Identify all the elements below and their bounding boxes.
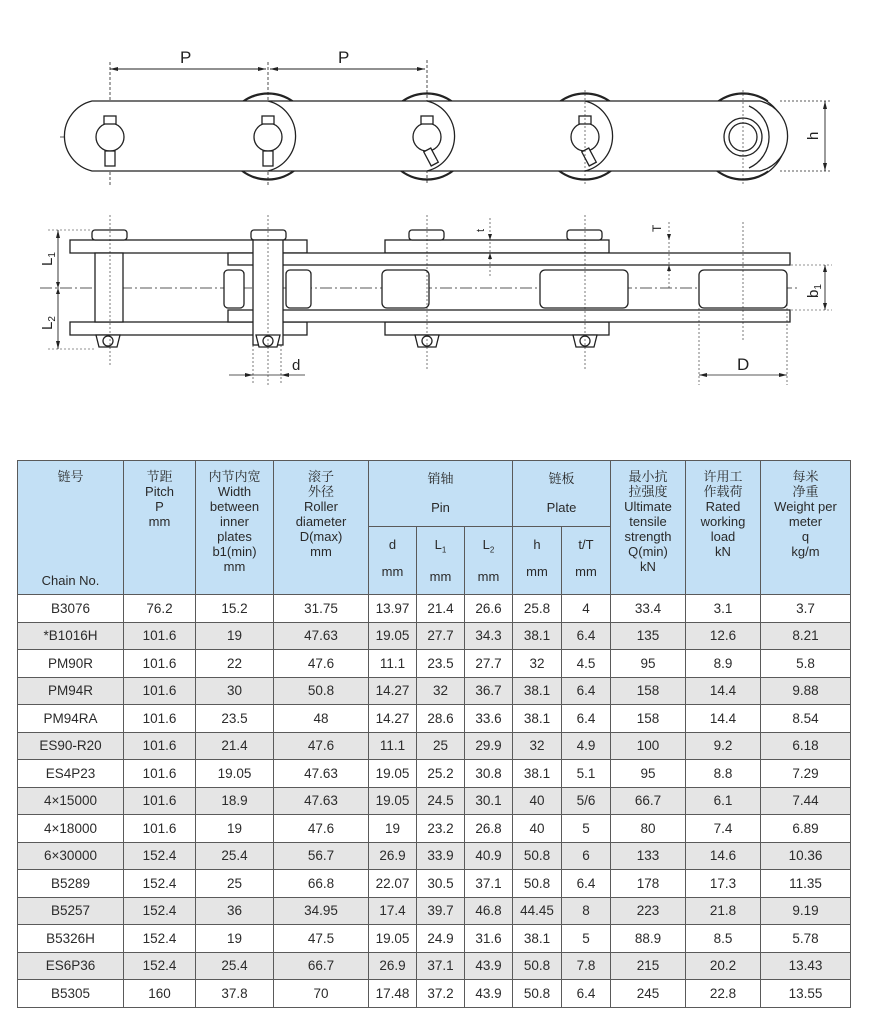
table-cell: 21.8: [686, 897, 761, 925]
table-row: [18, 815, 851, 843]
table-cell: 23.2: [417, 815, 465, 843]
chain-section-view: [39, 215, 832, 385]
table-cell: 32: [513, 732, 562, 760]
table-row: [18, 842, 851, 870]
table-cell: 50.8: [513, 952, 562, 980]
table-cell: 6: [562, 842, 611, 870]
table-row: [18, 732, 851, 760]
table-cell: 30.5: [417, 870, 465, 898]
table-body: [18, 595, 851, 1008]
table-cell: B5289: [18, 870, 124, 898]
table-cell: 6.4: [562, 705, 611, 733]
table-cell: 32: [513, 650, 562, 678]
table-cell: 27.7: [465, 650, 513, 678]
table-cell: 17.4: [369, 897, 417, 925]
table-cell: 19.05: [369, 787, 417, 815]
table-cell: 19: [369, 815, 417, 843]
table-cell: 7.8: [562, 952, 611, 980]
table-cell: 33.4: [611, 595, 686, 623]
table-cell: 66.7: [611, 787, 686, 815]
table-cell: 101.6: [124, 732, 196, 760]
table-cell: 8.54: [761, 705, 851, 733]
L2-label: $L_2$: [39, 316, 58, 330]
table-row: [18, 705, 851, 733]
table-cell: 47.63: [274, 622, 369, 650]
table-cell: 22.07: [369, 870, 417, 898]
table-cell: 47.5: [274, 925, 369, 953]
table-cell: 38.1: [513, 677, 562, 705]
table-cell: 40.9: [465, 842, 513, 870]
table-cell: 19: [196, 815, 274, 843]
table-cell: 31.6: [465, 925, 513, 953]
table-cell: 21.4: [417, 595, 465, 623]
table-cell: 101.6: [124, 760, 196, 788]
table-cell: 101.6: [124, 705, 196, 733]
table-cell: 26.6: [465, 595, 513, 623]
table-cell: 19.05: [196, 760, 274, 788]
table-cell: 50.8: [513, 842, 562, 870]
header-weight-per-meter: 每米 净重 Weight per meter q kg/m: [761, 461, 851, 595]
table-cell: 133: [611, 842, 686, 870]
table-cell: 9.88: [761, 677, 851, 705]
table-cell: ES6P36: [18, 952, 124, 980]
header-inner-width: 内节内宽 Width between inner plates b1(min) mm: [196, 461, 274, 595]
L1-label: $L_1$: [39, 252, 58, 266]
table-cell: 37.2: [417, 980, 465, 1008]
table-cell: 76.2: [124, 595, 196, 623]
table-cell: 8.8: [686, 760, 761, 788]
table-cell: 25: [417, 732, 465, 760]
table-cell: 30: [196, 677, 274, 705]
table-cell: B5305: [18, 980, 124, 1008]
table-cell: ES90-R20: [18, 732, 124, 760]
header-rated-load: 许用工 作载荷 Rated working load kN: [686, 461, 761, 595]
table-cell: 8: [562, 897, 611, 925]
table-cell: 37.8: [196, 980, 274, 1008]
table-cell: 70: [274, 980, 369, 1008]
table-cell: 43.9: [465, 980, 513, 1008]
table-cell: 8.21: [761, 622, 851, 650]
table-cell: 19.05: [369, 760, 417, 788]
table-cell: 11.35: [761, 870, 851, 898]
table-cell: 26.9: [369, 952, 417, 980]
table-cell: 25.2: [417, 760, 465, 788]
table-cell: 26.8: [465, 815, 513, 843]
table-cell: 22.8: [686, 980, 761, 1008]
table-cell: 13.97: [369, 595, 417, 623]
table-row: [18, 925, 851, 953]
table-cell: 6.18: [761, 732, 851, 760]
table-cell: 66.8: [274, 870, 369, 898]
table-row: [18, 787, 851, 815]
table-cell: 19: [196, 925, 274, 953]
table-cell: 5.1: [562, 760, 611, 788]
table-cell: 88.9: [611, 925, 686, 953]
table-cell: 21.4: [196, 732, 274, 760]
table-cell: 152.4: [124, 897, 196, 925]
table-cell: 6.4: [562, 677, 611, 705]
table-cell: 33.9: [417, 842, 465, 870]
table-cell: 101.6: [124, 622, 196, 650]
table-cell: 19.05: [369, 622, 417, 650]
table-cell: 5: [562, 815, 611, 843]
table-cell: 47.63: [274, 760, 369, 788]
header-pin-d: d mm: [369, 526, 417, 594]
table-cell: 27.7: [417, 622, 465, 650]
chain-top-view: [60, 48, 832, 185]
table-cell: 158: [611, 705, 686, 733]
table-cell: 245: [611, 980, 686, 1008]
table-cell: 100: [611, 732, 686, 760]
table-cell: 47.6: [274, 650, 369, 678]
table-cell: 14.4: [686, 705, 761, 733]
table-cell: 24.5: [417, 787, 465, 815]
table-cell: 39.7: [417, 897, 465, 925]
table-cell: 56.7: [274, 842, 369, 870]
table-cell: 47.63: [274, 787, 369, 815]
table-row: [18, 952, 851, 980]
table-cell: 66.7: [274, 952, 369, 980]
chain-specification-table: [17, 460, 851, 1008]
table-cell: 47.6: [274, 732, 369, 760]
table-cell: 17.48: [369, 980, 417, 1008]
table-cell: 25.4: [196, 952, 274, 980]
table-cell: 9.19: [761, 897, 851, 925]
table-cell: 152.4: [124, 870, 196, 898]
table-cell: 12.6: [686, 622, 761, 650]
table-cell: 22: [196, 650, 274, 678]
table-cell: 23.5: [417, 650, 465, 678]
table-cell: B5257: [18, 897, 124, 925]
table-cell: 152.4: [124, 925, 196, 953]
table-cell: 23.5: [196, 705, 274, 733]
table-cell: 8.9: [686, 650, 761, 678]
table-cell: 223: [611, 897, 686, 925]
table-cell: 8.5: [686, 925, 761, 953]
table-cell: 5.78: [761, 925, 851, 953]
pitch-label-1: P: [180, 48, 192, 67]
table-cell: 14.27: [369, 705, 417, 733]
table-cell: 34.3: [465, 622, 513, 650]
table-cell: 6.4: [562, 870, 611, 898]
header-plate-group: 链板 Plate: [513, 461, 611, 527]
table-cell: 215: [611, 952, 686, 980]
table-cell: PM94R: [18, 677, 124, 705]
table-cell: 3.7: [761, 595, 851, 623]
table-cell: 7.4: [686, 815, 761, 843]
table-cell: 101.6: [124, 677, 196, 705]
table-cell: 6×30000: [18, 842, 124, 870]
table-cell: 38.1: [513, 622, 562, 650]
table-cell: 95: [611, 760, 686, 788]
table-cell: 135: [611, 622, 686, 650]
roller-diameter-label: D: [737, 355, 750, 374]
table-cell: 4: [562, 595, 611, 623]
table-cell: PM90R: [18, 650, 124, 678]
table-cell: 33.6: [465, 705, 513, 733]
table-cell: 50.8: [513, 980, 562, 1008]
table-cell: 19.05: [369, 925, 417, 953]
table-cell: 38.1: [513, 760, 562, 788]
table-cell: 80: [611, 815, 686, 843]
table-cell: 101.6: [124, 815, 196, 843]
height-label: h: [805, 131, 822, 140]
table-cell: 4.5: [562, 650, 611, 678]
table-cell: 6.1: [686, 787, 761, 815]
table-cell: 48: [274, 705, 369, 733]
table-cell: 95: [611, 650, 686, 678]
table-cell: 11.1: [369, 732, 417, 760]
header-roller-diameter: 滚子 外径 Roller diameter D(max) mm: [274, 461, 369, 595]
header-pin-L1: $L_1$ mm: [417, 526, 465, 594]
chain-technical-drawing: [0, 0, 888, 420]
table-cell: 32: [417, 677, 465, 705]
table-cell: 40: [513, 787, 562, 815]
table-cell: ES4P23: [18, 760, 124, 788]
table-cell: 38.1: [513, 705, 562, 733]
table-cell: PM94RA: [18, 705, 124, 733]
table-cell: 25: [196, 870, 274, 898]
table-cell: 10.36: [761, 842, 851, 870]
inner-width-label: $b_1$: [805, 284, 824, 298]
table-cell: 152.4: [124, 952, 196, 980]
table-cell: 25.8: [513, 595, 562, 623]
table-cell: 44.45: [513, 897, 562, 925]
table-cell: 14.4: [686, 677, 761, 705]
header-pitch: 节距 Pitch P mm: [124, 461, 196, 595]
table-cell: 18.9: [196, 787, 274, 815]
table-cell: 20.2: [686, 952, 761, 980]
table-cell: 4×18000: [18, 815, 124, 843]
table-row: [18, 595, 851, 623]
table-cell: 19: [196, 622, 274, 650]
table-cell: 40: [513, 815, 562, 843]
table-cell: 13.43: [761, 952, 851, 980]
table-cell: 38.1: [513, 925, 562, 953]
table-cell: 24.9: [417, 925, 465, 953]
table-cell: B5326H: [18, 925, 124, 953]
table-cell: 101.6: [124, 650, 196, 678]
table-row: [18, 897, 851, 925]
table-row: [18, 760, 851, 788]
table-row: [18, 622, 851, 650]
table-cell: 31.75: [274, 595, 369, 623]
header-pin-group: 销轴 Pin: [369, 461, 513, 527]
table-cell: 37.1: [417, 952, 465, 980]
table-cell: 178: [611, 870, 686, 898]
table-cell: 6.4: [562, 980, 611, 1008]
table-cell: 5/6: [562, 787, 611, 815]
pin-diameter-label: d: [292, 357, 301, 374]
table-cell: 30.8: [465, 760, 513, 788]
table-cell: 46.8: [465, 897, 513, 925]
table-cell: *B1016H: [18, 622, 124, 650]
header-chain-no: 链号 Chain No.: [18, 461, 124, 595]
table-cell: 28.6: [417, 705, 465, 733]
table-cell: 7.44: [761, 787, 851, 815]
table-cell: 5.8: [761, 650, 851, 678]
table-row: [18, 677, 851, 705]
table-cell: 4.9: [562, 732, 611, 760]
table-cell: 7.29: [761, 760, 851, 788]
table-cell: 14.27: [369, 677, 417, 705]
table-cell: 26.9: [369, 842, 417, 870]
table-cell: 5: [562, 925, 611, 953]
table-cell: 13.55: [761, 980, 851, 1008]
table-cell: 17.3: [686, 870, 761, 898]
table-cell: 152.4: [124, 842, 196, 870]
table-cell: 101.6: [124, 787, 196, 815]
table-cell: 36.7: [465, 677, 513, 705]
header-tensile-strength: 最小抗 拉强度 Ultimate tensile strength Q(min) kN: [611, 461, 686, 595]
thickness-t-label: t: [475, 228, 487, 232]
table-cell: 36: [196, 897, 274, 925]
table-cell: 15.2: [196, 595, 274, 623]
table-row: [18, 870, 851, 898]
table-cell: 34.95: [274, 897, 369, 925]
table-cell: 25.4: [196, 842, 274, 870]
table-cell: 9.2: [686, 732, 761, 760]
table-row: [18, 650, 851, 678]
table-cell: 160: [124, 980, 196, 1008]
table-cell: 50.8: [513, 870, 562, 898]
table-cell: 14.6: [686, 842, 761, 870]
table-cell: 158: [611, 677, 686, 705]
table-cell: 4×15000: [18, 787, 124, 815]
table-cell: 47.6: [274, 815, 369, 843]
table-cell: 30.1: [465, 787, 513, 815]
thickness-T-label: T: [650, 224, 664, 232]
table-row: [18, 980, 851, 1008]
table-cell: 6.4: [562, 622, 611, 650]
table-cell: 50.8: [274, 677, 369, 705]
table-cell: 6.89: [761, 815, 851, 843]
table-cell: 43.9: [465, 952, 513, 980]
table-cell: B3076: [18, 595, 124, 623]
table-cell: 11.1: [369, 650, 417, 678]
header-plate-h: h mm: [513, 526, 562, 594]
header-pin-L2: $L_2$ mm: [465, 526, 513, 594]
table-header: [18, 461, 851, 595]
table-cell: 29.9: [465, 732, 513, 760]
table-cell: 3.1: [686, 595, 761, 623]
pitch-label-2: P: [338, 48, 350, 67]
header-plate-tT: t/T mm: [562, 526, 611, 594]
table-cell: 37.1: [465, 870, 513, 898]
